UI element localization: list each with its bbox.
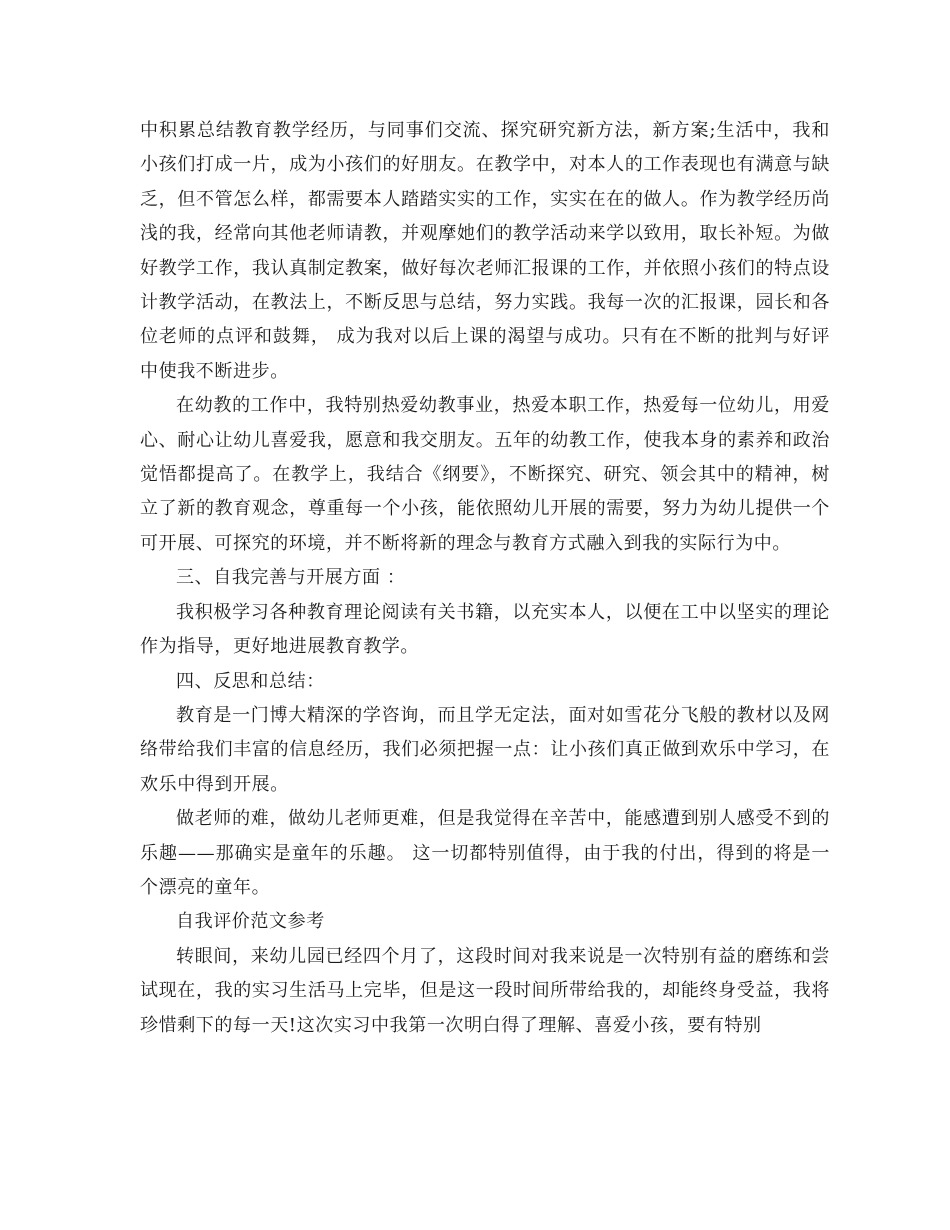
- paragraph-self-improvement: 我积极学习各种教育理论阅读有关书籍，以充实本人，以便在工中以坚实的理论作为指导，更好地进展教育教学。: [140, 601, 830, 658]
- paragraph-kindergarten-work: 在幼教的工作中，我特别热爱幼教事业，热爱本职工作，热爱每一位幼儿，用爱心、耐心让幼儿喜爱我，愿意和我交朋友。五年的幼教工作，使我本身的素养和政治觉悟都提高了。在教学上，我结合《纲要》，不断探究、研究、领会其中的精神，树立了新的教育观念，尊重每一个小孩，能依照幼儿开展的需要，努力为幼儿提供一个可开展、可探究的环境，并不断将新的理念与教育方式融入到我的实际行为中。: [140, 395, 830, 554]
- paragraph-self-evaluation: 转眼间，来幼儿园已经四个月了，这段时间对我来说是一次特别有益的磨练和尝试现在，我的实习生活马上完毕，但是这一段时间所带给我的，却能终身受益，我将珍惜剩下的每一天!这次实习中我第一次明白得了理解、喜爱小孩，要有特别: [140, 945, 830, 1036]
- section-heading-reflection: 四、反思和总结：: [176, 670, 325, 692]
- document-body: [140, 114, 830, 1043]
- section-heading-self-improvement: 三、自我完善与开展方面 ：: [176, 567, 406, 589]
- paragraph-reflection-teacher: 做老师的难，做幼儿老师更难，但是我觉得在辛苦中，能感遭到别人感受不到的乐趣——那确实是童年的乐趣。 这一切都特别值得，由于我的付出，得到的将是一个漂亮的童年。: [140, 808, 830, 898]
- paragraph-continuation: 中积累总结教育教学经历，与同事们交流、探究研究新方法，新方案;生活中，我和小孩们打成一片，成为小孩们的好朋友。在教学中，对本人的工作表现也有满意与缺乏，但不管怎么样，都需要本人踏踏实实的工作，实实在在的做人。作为教学经历尚浅的我，经常向其他老师请教，并观摩她们的教学活动来学以致用，取长补短。为做好教学工作，我认真制定教案，做好每次老师汇报课的工作，并依照小孩们的特点设计教学活动，在教法上，不断反思与总结，努力实践。我每一次的汇报课，园长和各位老师的点评和鼓舞， 成为我对以后上课的渴望与成功。只有在不断的批判与好评中使我不断进步。: [140, 120, 830, 382]
- section-heading-self-evaluation: 自我评价范文参考: [176, 911, 325, 933]
- paragraph-reflection-education: 教育是一门博大精深的学咨询，而且学无定法，面对如雪花分飞般的教材以及网络带给我们丰富的信息经历，我们必须把握一点：让小孩们真正做到欢乐中学习，在欢乐中得到开展。: [140, 704, 830, 795]
